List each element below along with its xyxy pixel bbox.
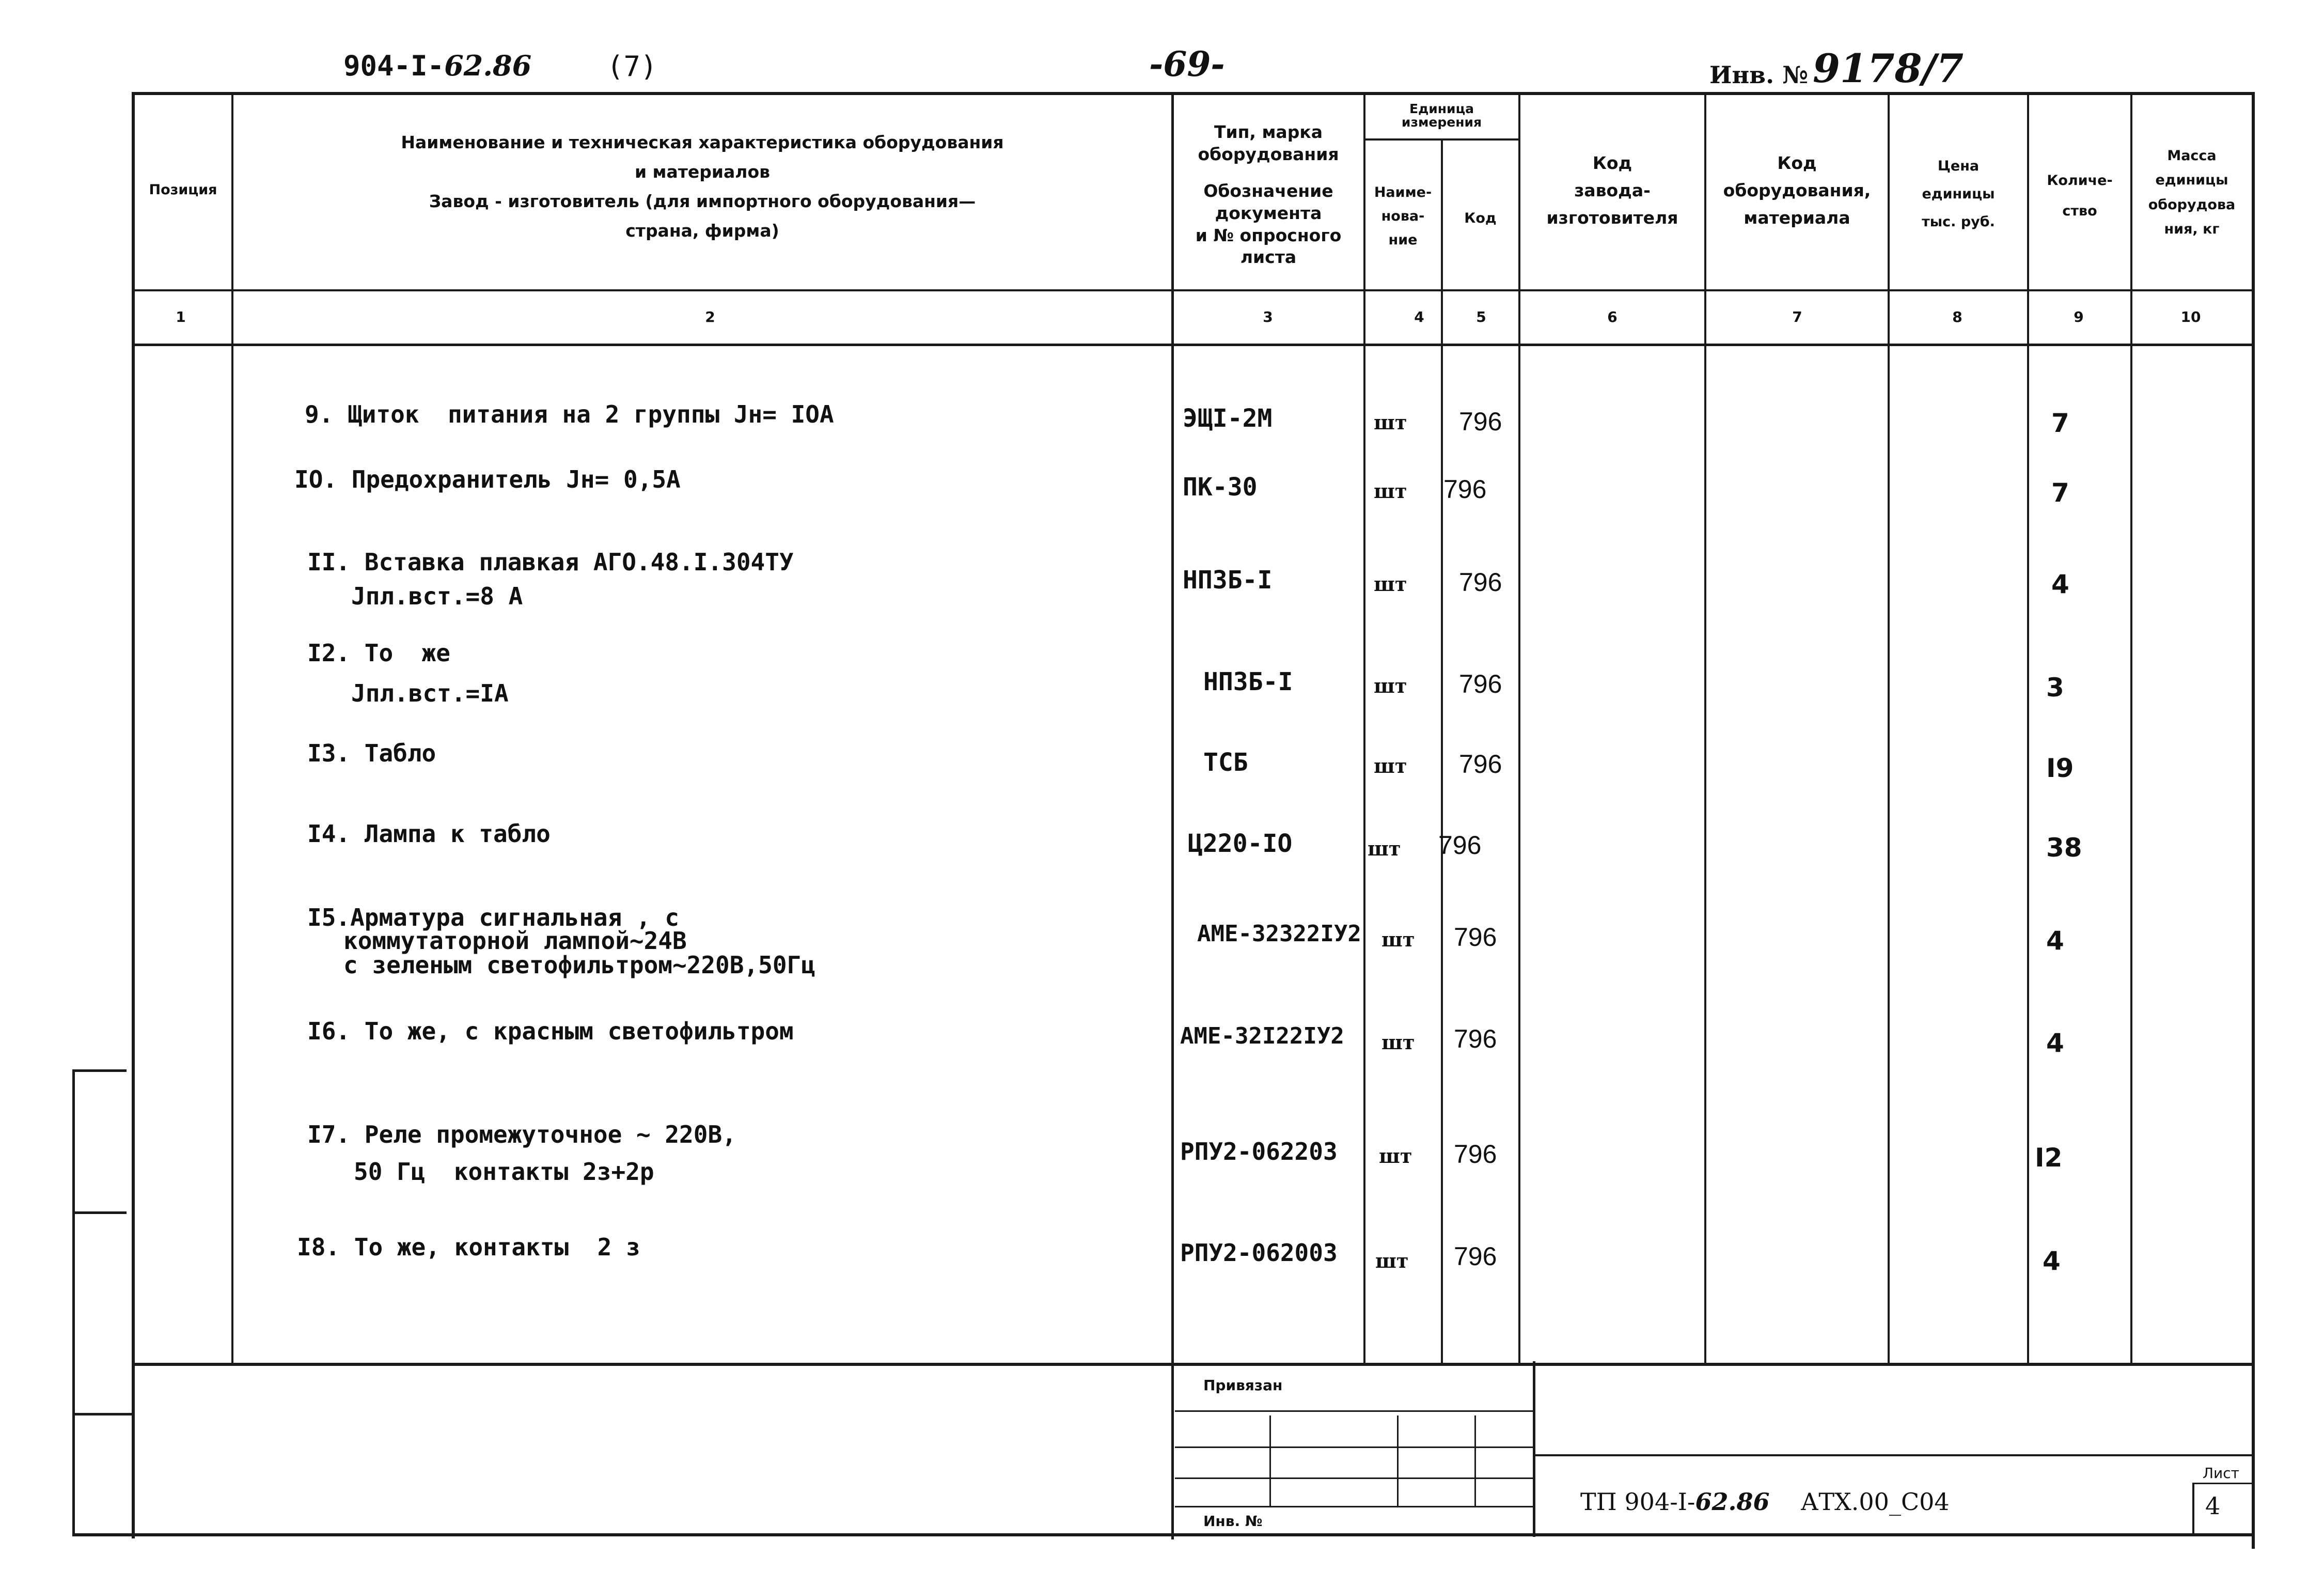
header-type-line4: документа xyxy=(1215,203,1322,223)
col-divider-3 xyxy=(1363,93,1365,1364)
binding-mark-3 xyxy=(72,1413,132,1415)
col-divider-5 xyxy=(1518,93,1520,1364)
row-quantity: I9 xyxy=(2046,753,2074,783)
row-unit: шт xyxy=(1374,674,1407,697)
header-name-line4: страна, фирма) xyxy=(625,220,779,241)
row-quantity: 4 xyxy=(2043,1246,2061,1276)
row-unit-code: 796 xyxy=(1454,1024,1497,1053)
doc-code-prefix: 904-I- xyxy=(343,50,445,82)
row-type: ТСБ xyxy=(1203,748,1248,777)
row-name-line3: с зеленым светофильтром~220В,50Гц xyxy=(343,951,815,979)
stamp-doc-prefix: ТП 904-I- xyxy=(1580,1488,1695,1516)
col-divider-7 xyxy=(1888,93,1890,1364)
column-number-10: 10 xyxy=(2180,308,2201,325)
header-type xyxy=(1175,121,1362,269)
stamp-vline-1 xyxy=(1269,1415,1271,1506)
row-unit-code: 796 xyxy=(1454,1242,1497,1271)
column-number-1: 1 xyxy=(176,308,186,325)
row-name-line2: 50 Гц контакты 2з+2р xyxy=(354,1158,654,1186)
row-name: I6. То же, с красным светофильтром xyxy=(307,1017,794,1045)
row-unit-code: 796 xyxy=(1459,407,1502,436)
part-number: (7) xyxy=(607,50,657,83)
header-unit-code: Код xyxy=(1464,210,1497,226)
header-position: Позиция xyxy=(149,182,217,198)
header-unit-name-line2: нова- xyxy=(1381,208,1425,224)
col-divider-8 xyxy=(2027,93,2029,1364)
header-equipment-code-line1: Код xyxy=(1777,153,1817,173)
header-price-line1: Цена xyxy=(1937,158,1980,174)
header-unit-name xyxy=(1366,181,1440,252)
row-unit-code: 796 xyxy=(1454,1140,1497,1169)
sheet-cell-top xyxy=(2192,1483,2254,1484)
body-bottom-border xyxy=(132,1363,2254,1366)
stamp-line-1 xyxy=(1175,1410,1534,1412)
table-left-border xyxy=(132,92,135,1538)
row-type: РПУ2-062203 xyxy=(1180,1138,1338,1165)
inventory-number: 9178/7 xyxy=(1813,45,1964,91)
stamp-divider xyxy=(1533,1361,1535,1537)
row-quantity: 4 xyxy=(2046,1028,2064,1058)
row-name-line2: Jпл.вст.=8 A xyxy=(351,582,523,610)
column-number-2: 2 xyxy=(705,308,715,325)
header-unit-group-line1: Единица xyxy=(1409,101,1474,116)
sheet-cell-divider xyxy=(2192,1483,2194,1534)
row-name: I3. Табло xyxy=(307,739,436,767)
header-name xyxy=(238,132,1167,242)
unit-group-divider xyxy=(1363,138,1518,141)
header-unit-name-line1: Наиме- xyxy=(1374,184,1432,200)
table-top-border xyxy=(132,92,2254,95)
row-name: 9. Щиток питания на 2 группы Jн= IOA xyxy=(305,400,834,428)
row-unit: шт xyxy=(1379,1144,1412,1168)
row-quantity: 7 xyxy=(2051,408,2069,438)
sheet-number: 4 xyxy=(2205,1492,2221,1520)
header-equipment-code xyxy=(1707,150,1887,231)
column-number-8: 8 xyxy=(1952,308,1962,325)
row-name-line2: Jпл.вст.=IA xyxy=(351,679,509,707)
header-mass-line1: Масса xyxy=(2167,148,2217,164)
inventory-label: Инв. № xyxy=(1709,61,1809,89)
column-number-3: 3 xyxy=(1263,308,1273,325)
stamp-line-2 xyxy=(1175,1446,1534,1448)
row-name: IO. Предохранитель Jн= 0,5A xyxy=(294,465,681,493)
row-unit-code: 796 xyxy=(1443,475,1487,504)
header-type-line5: и № опросного xyxy=(1195,225,1342,245)
row-quantity: 4 xyxy=(2051,569,2069,599)
binding-margin-line xyxy=(72,1069,75,1534)
row-name: I4. Лампа к табло xyxy=(307,820,551,848)
row-quantity: I2 xyxy=(2035,1143,2063,1173)
row-name-line2: коммутаторной лампой~24В xyxy=(343,927,687,955)
header-name-line3: Завод - изготовитель (для импортного оборудования— xyxy=(429,191,976,211)
header-type-line1: Тип, марка xyxy=(1214,122,1323,142)
col-divider-9 xyxy=(2130,93,2132,1364)
row-name: I8. То же, контакты 2 з xyxy=(297,1233,640,1261)
stamp-vline-2 xyxy=(1397,1415,1399,1506)
row-name: I5.Арматура сигнальная , с xyxy=(307,904,680,931)
stamp-line-3 xyxy=(1175,1477,1534,1479)
header-type-line6: листа xyxy=(1240,247,1297,268)
binding-mark-2 xyxy=(72,1211,127,1214)
row-quantity: 4 xyxy=(2046,926,2064,956)
row-unit-code: 796 xyxy=(1454,923,1497,952)
row-type: НПЗБ-I xyxy=(1203,667,1293,696)
header-equipment-code-line3: материала xyxy=(1744,207,1850,228)
sheet-label: Лист xyxy=(2203,1465,2239,1482)
header-unit-group-line2: измерения xyxy=(1401,115,1482,130)
stamp-line-5 xyxy=(1533,1454,2253,1456)
stamp-attached-label: Привязан xyxy=(1203,1377,1283,1394)
stamp-inventory-label: Инв. № xyxy=(1203,1513,1263,1530)
row-unit: шт xyxy=(1374,572,1407,596)
header-mass-line4: ния, кг xyxy=(2164,221,2220,237)
header-price xyxy=(1890,152,2027,236)
row-quantity: 3 xyxy=(2046,673,2064,703)
doc-code xyxy=(343,49,531,82)
row-quantity: 38 xyxy=(2046,833,2082,863)
header-factory-code xyxy=(1521,150,1703,231)
header-mass-line3: оборудова xyxy=(2148,196,2236,213)
row-unit: шт xyxy=(1374,411,1407,434)
row-unit-code: 796 xyxy=(1459,568,1502,597)
header-factory-code-line2: завода- xyxy=(1574,180,1651,200)
header-factory-code-line1: Код xyxy=(1592,153,1632,173)
header-unit-group xyxy=(1366,102,1517,130)
row-type: Ц220-IO xyxy=(1188,829,1293,858)
row-name: II. Вставка плавкая АГО.48.I.304ТУ xyxy=(307,548,794,576)
stamp-vline-3 xyxy=(1474,1415,1476,1506)
binding-mark-1 xyxy=(72,1069,127,1072)
header-quantity-line1: Количе- xyxy=(2047,173,2113,189)
header-bottom-border xyxy=(132,344,2254,346)
col-divider-6 xyxy=(1704,93,1706,1364)
row-unit: шт xyxy=(1374,479,1407,503)
sheet-bottom-border xyxy=(72,1533,2254,1536)
stamp-line-4 xyxy=(1175,1506,1534,1507)
header-name-line1: Наименование и техническая характеристика оборудования xyxy=(401,132,1004,152)
row-type: АМЕ-32I22IУ2 xyxy=(1180,1023,1344,1049)
row-type: АМЕ-32322IУ2 xyxy=(1197,921,1361,947)
row-unit-code: 796 xyxy=(1459,750,1502,779)
header-price-line2: единицы xyxy=(1922,186,1995,202)
header-quantity-line2: ство xyxy=(2062,203,2097,220)
header-mass-line2: единицы xyxy=(2155,172,2228,189)
header-unit-name-line3: ние xyxy=(1388,231,1418,248)
row-quantity: 7 xyxy=(2051,478,2069,508)
header-price-line3: тыс. руб. xyxy=(1922,214,1995,230)
header-type-line2: оборудования xyxy=(1198,144,1339,164)
row-unit: шт xyxy=(1381,1031,1415,1054)
row-name: I2. То же xyxy=(307,639,450,667)
header-factory-code-line3: изготовителя xyxy=(1546,207,1678,228)
row-unit: шт xyxy=(1374,754,1407,777)
column-number-6: 6 xyxy=(1607,308,1618,325)
row-type: ЭЩI-2M xyxy=(1183,404,1273,433)
header-quantity xyxy=(2030,165,2130,227)
row-unit-code: 796 xyxy=(1438,831,1482,860)
row-name: I7. Реле промежуточное ~ 220В, xyxy=(307,1121,736,1148)
column-number-9: 9 xyxy=(2074,308,2084,325)
header-name-line2: и материалов xyxy=(634,161,771,182)
header-type-line3: Обозначение xyxy=(1203,180,1333,201)
col-divider-1 xyxy=(231,93,233,1364)
header-equipment-code-line2: оборудования, xyxy=(1723,180,1871,200)
row-type: РПУ2-062003 xyxy=(1180,1239,1338,1267)
row-type: ПК-30 xyxy=(1183,473,1258,502)
column-number-4: 4 xyxy=(1414,308,1424,325)
table-right-border xyxy=(2252,92,2255,1549)
stamp-doc-suffix: АТХ.00_С04 xyxy=(1800,1488,1950,1516)
doc-code-handwritten: 62.86 xyxy=(444,49,532,82)
row-unit-code: 796 xyxy=(1459,670,1502,698)
header-mass xyxy=(2133,144,2251,241)
col-divider-2 xyxy=(1171,93,1174,1539)
stamp-document-code xyxy=(1580,1488,1950,1516)
col-divider-4 xyxy=(1441,139,1443,1364)
row-type: НПЗБ-I xyxy=(1183,566,1273,595)
column-number-7: 7 xyxy=(1792,308,1802,325)
stamp-doc-handwritten: 62.86 xyxy=(1695,1488,1770,1516)
column-number-5: 5 xyxy=(1476,308,1486,325)
row-unit: шт xyxy=(1368,837,1401,860)
page-number: -69- xyxy=(1149,44,1225,84)
row-unit: шт xyxy=(1375,1249,1409,1272)
row-unit: шт xyxy=(1381,928,1415,951)
header-divider xyxy=(132,289,2254,291)
